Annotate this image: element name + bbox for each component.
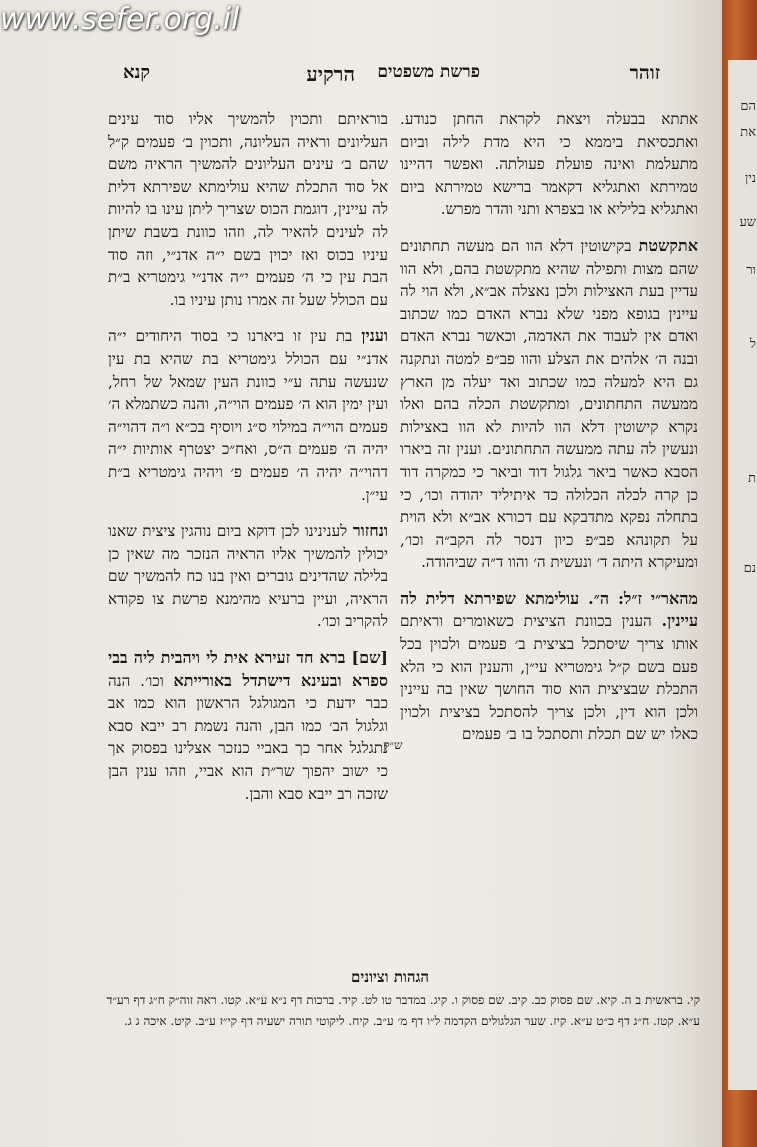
header-page-number: קנא xyxy=(122,62,150,83)
header-book-title: זוהר xyxy=(629,62,660,84)
edge-text-line: נין xyxy=(745,171,756,186)
paragraph xyxy=(108,108,388,311)
paragraph-text: בת עין זו ביארנו כי בסוד היחודים י״ה אדנ״י עם הכולל גימטריא בת שהיא בת עין שנעשה עתה ע״י כוונת העין שמאל של רחל, ועין ימין הוא ה׳ פעמים הוי״ה, והנה כשתמלא ה׳ פעמים הוי״ה במילוי ס״ג ויוסיף בכ״א ו״ה דהוי״ה יהיה ה׳ פעמים ה״ס, ואח״כ יצטרף אותיות י״ה דהוי״ה יהיה ה׳ פעמים פ׳ ויהיה גימטריא ב״ת עי״ן. xyxy=(108,327,388,504)
paragraph xyxy=(108,325,388,506)
margin-note: ש״ק xyxy=(383,738,403,752)
paragraph-text: בקישוטין דלא הוו הם מעשה תחתונים שהם מצות ותפילה שהיא מתקשטת בהם, ולא הוו עדיין בעת האצילות ולכן נאצלה אב״א, ולא הוי לה עיינין בגופא מפני שלא נברא האדם כמו שכתוב ואדם אין לעבוד את האדמה, וכאשר נברא האדם ובנה ה׳ אלהים את הצלע והוו פב״פ למטה ונתקנה גם היא למעלה כמו שכתוב ואד יעלה מן הארץ ממעשה התחתונים, ומתקשטת הכלה בהם ואלו נקרא קישוטין דלא הוו להיות לא הוו באצילות ונעשין לה עתה ממעשה התחתונים. וענין זה ביארו הסבא כאשר ביאר גלגול דוד וביאר כי כמקרה דוד כן קרה לכלה הכלולה כד איתיליד יהודה וכו׳, כי בתחלה נפקא מתדבקא עם דכורא אב״א ולא הוית על תקונהא פב״פ כיון דנסר לה הקב״ה וכו׳, ומעיקרא היתה ד׳ ונעשית ה׳ והוו ד״ה שביהודה. xyxy=(400,236,698,572)
paragraph-lead: אתקשטת xyxy=(638,235,698,255)
edge-text-line: ור xyxy=(746,263,756,278)
paragraph-text: וכו׳. הנה כבר ידעת כי המגולגל הראשון הוא כמו אב וגלגול הב׳ כמו הבן, והנה נשמת רב ייבא סבא נתגלגל אחר כך באביי כנזכר אצלינו בפסוק אך כי ישוב יהפוך שר״ת הוא אביי, וזהו ענין הבן שזכה רב ייבא סבא והבן. xyxy=(108,671,388,803)
site-watermark: www.sefer.org.il xyxy=(0,2,240,37)
header-parasha: פרשת משפטים xyxy=(377,62,480,82)
footnotes-title: הגהות וציונים xyxy=(350,968,430,986)
edge-text-line: נם xyxy=(743,561,756,576)
paragraph xyxy=(108,520,388,633)
paragraph-text: אתתא בבעלה ויצאת לקראת החתן כנודע. ואתכסיאת ביממא כי היא מדת לילה וביום מתעלמת ואינה פועלת פעולתה. ואפשר דהיינו טמירתא ואתגליא דקאמר ברישא טמירתא ביום ואתגליא בליליא או בצפרא ותני והדר מפרש. xyxy=(400,110,698,219)
paragraph-text: בוראיתם ותכוין להמשיך אליו סוד עינים העליונים וראיה העליונה, ותכוין ב׳ פעמים ק״ל שהם ב׳ עינים העליונים להמשיך הראיה משם אל סוד התכלת שהיא עולימתא שפירתא דלית לה עיינין, דוגמת הכוס שצריך ליתן עינו בו להיות לה לעינים להאיר לה, וזהו כוונת בשבת שיתן עיניו בכוס ואז יכוין בשם י״ה אדנ״י, וזה סוד הבת עין כי ה׳ פעמים י״ה אדנ״י גימטריא ב״ת עם הכולל שעל זה אמרו נותן עיניו בו. xyxy=(108,110,388,309)
edge-text-line: הם xyxy=(740,99,756,114)
running-header xyxy=(100,62,680,88)
paragraph-lead: [שם] ברא חד זעירא אית לי ויהבית ליה בבי ספרא ובעינא דישתדל באורייתא xyxy=(108,648,388,690)
paragraph-text: הענין בכוונת הציצית כשאומרים וראיתם אותו צריך שיסתכל בציצית ב׳ פעמים ולכוין בכל פעם בשם ק״ל גימטריא עי״ן, והענין הוא כי הלא התכלת שבציצית הוא סוד החושך שאין בה עיינין ולכן הוא דין, ולכן צריך להסתכל בציצית ולכוין כאלו יש שם תכלת ותסתכל בו ב׳ פעמים xyxy=(400,612,698,744)
left-text-column xyxy=(108,108,388,819)
edge-text-line: ל xyxy=(749,337,756,352)
edge-text-line: ת xyxy=(748,471,756,486)
paragraph-lead: ונחזור xyxy=(352,521,388,541)
paragraph-text: לענינינו לכן דוקא ביום נוהגין ציצית שאנו יכולין להמשיך אליו הראיה הנזכר מה שאין כן בלילה שהדינים גוברים ואין בנו כח להמשיך שם הראיה, ועיין ברעיא מהימנא פרשת צו פקודא להקריב וכו׳. xyxy=(108,522,388,631)
paragraph-lead: וענין xyxy=(361,326,388,346)
paragraph-lead: מהאר״י ז״ל: ה״. עולימתא שפירתא דלית לה עיינין. xyxy=(400,588,698,631)
paragraph xyxy=(108,647,388,805)
edge-text-line: שע xyxy=(739,215,756,230)
footnotes: קי. בראשית ב ה. קיא. שם פסוק כב. קיב. שם פסוק ו. קיג. במדבר טו לט. קיד. ברכות דף נ״א ע״א. קטו. ראה זוה״ק ח״ג דף רע״ד ע״א. קטז. ח״ג דף כ״ט ע״א. קיז. שער הגלגולים הקדמה ל״ו דף מ׳ ע״ב. קיח. ליקוטי תורה ישעיה דף קי״ז ע״ב. קיט. איכה ג ג. xyxy=(106,993,700,1028)
header-section-title: הרקיע xyxy=(306,62,355,86)
paragraph xyxy=(400,108,698,221)
paragraph xyxy=(400,588,698,746)
paragraph xyxy=(400,235,698,574)
edge-text-line: את xyxy=(740,125,756,140)
right-text-column xyxy=(400,108,698,760)
